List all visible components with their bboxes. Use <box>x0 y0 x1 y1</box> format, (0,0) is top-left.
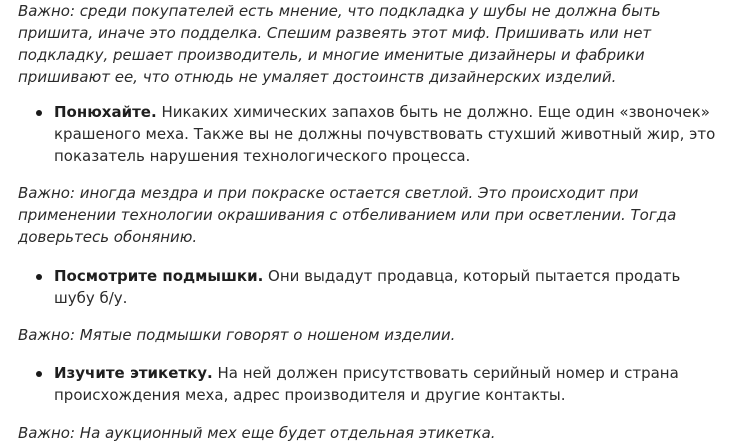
bullet-text: Они выдадут продавца, который пытается продать шубу б/у. <box>54 267 681 307</box>
bullet-dot-icon <box>36 371 42 377</box>
bullet-dot-icon <box>36 274 42 280</box>
bullet-item-armpits <box>18 265 718 309</box>
bullet-title: Понюхайте. <box>54 103 157 121</box>
note-auction: Важно: На аукционный мех еще будет отдельная этикетка. <box>18 424 496 442</box>
bullet-list-label <box>18 362 718 406</box>
bullet-title: Изучите этикетку. <box>54 364 213 382</box>
bullet-list-armpits <box>18 265 718 309</box>
bullet-text: На ней должен присутствовать серийный номер и страна происхождения меха, адрес производителя и другие контакты. <box>54 364 679 404</box>
bullet-list-smell <box>18 101 718 167</box>
bullet-text: Никаких химических запахов быть не должно. Еще один «звоночек» крашеного меха. Также вы не должны почувствовать стухший животный жир, это показатель нарушения технологического процесса. <box>54 103 716 165</box>
note-leather: Важно: иногда мездра и при покраске остается светлой. Это происходит при применении технологии окрашивания с отбеливанием или при осветлении. Тогда доверьтесь обонянию. <box>18 184 677 246</box>
bullet-dot-icon <box>36 110 42 116</box>
note-lining: Важно: среди покупателей есть мнение, что подкладка у шубы не должна быть пришита, иначе это подделка. Спешим развеять этот миф. Пришивать или нет подкладку, решает производитель, и многие именитые дизайнеры и фабрики пришивают ее, что отнюдь не умаляет достоинств дизайнерских изделий. <box>18 2 661 86</box>
note-armpits: Важно: Мятые подмышки говорят о ношеном изделии. <box>18 326 456 344</box>
bullet-item-smell <box>18 101 718 167</box>
bullet-item-label <box>18 362 718 406</box>
bullet-title: Посмотрите подмышки. <box>54 267 264 285</box>
